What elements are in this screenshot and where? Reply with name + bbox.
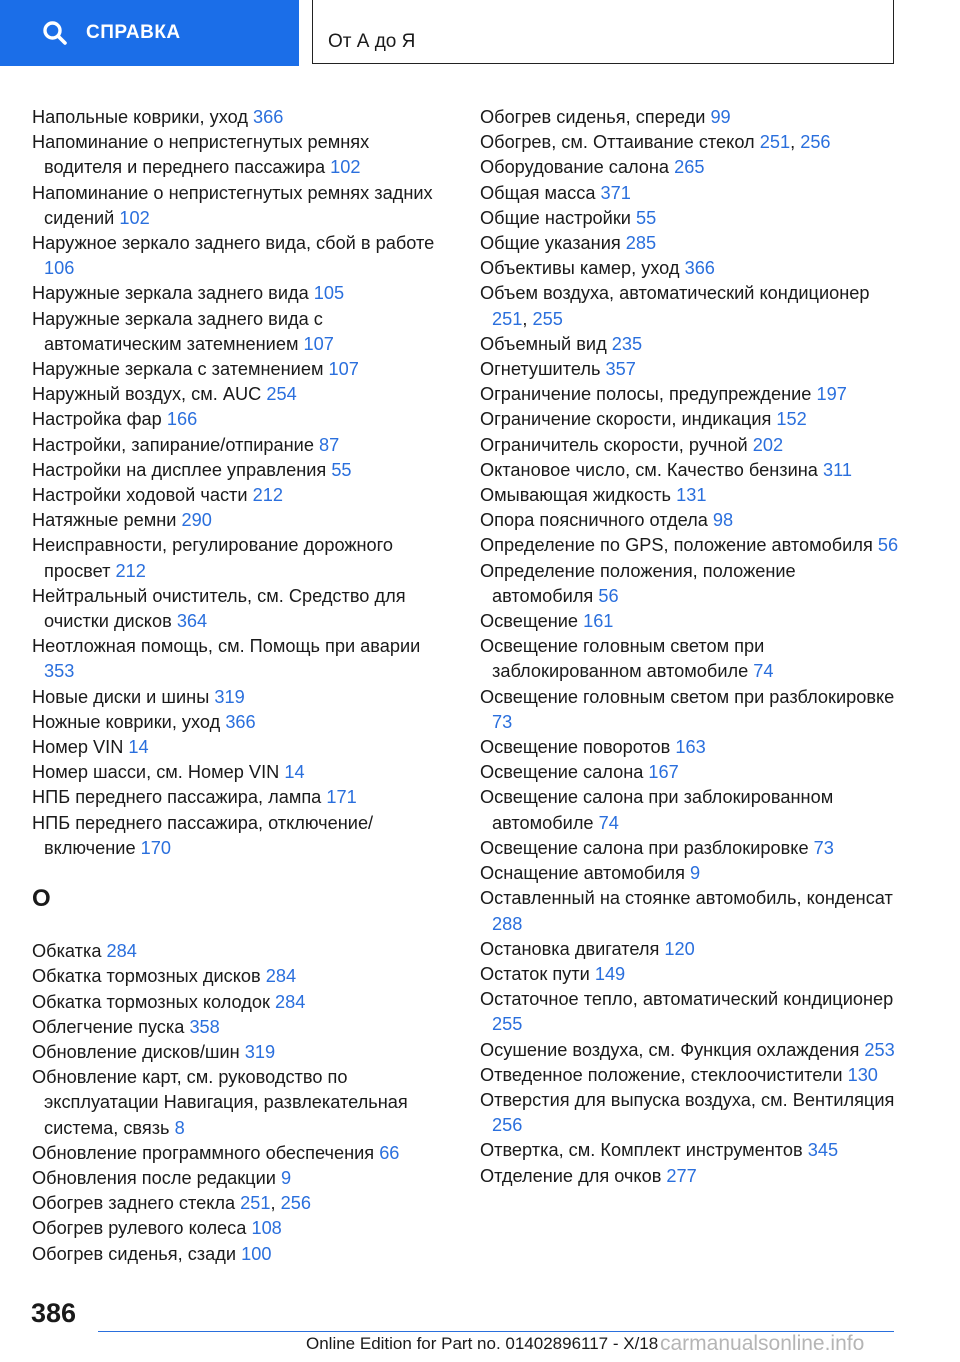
page-reference-link[interactable]: 285 <box>625 233 657 254</box>
page-reference-link[interactable]: 212 <box>252 485 283 506</box>
page-reference-link[interactable]: 277 <box>666 1165 697 1186</box>
page-reference-link[interactable]: 73 <box>813 837 834 858</box>
index-entry <box>480 886 900 936</box>
index-entry <box>32 735 452 760</box>
page-reference-link[interactable]: 364 <box>176 611 208 632</box>
index-entry <box>32 533 452 583</box>
index-entry-text: Общая масса <box>480 182 596 203</box>
index-entry <box>32 307 452 357</box>
page-reference-link[interactable]: 100 <box>241 1243 272 1264</box>
az-tab-label: От А до Я <box>328 31 416 52</box>
index-entry-text: Объемный вид <box>480 333 607 354</box>
index-entry <box>480 357 900 382</box>
index-entry-text: Оборудование салона <box>480 157 670 178</box>
page-reference-link[interactable]: 256 <box>800 132 831 153</box>
index-entry-text: Омывающая жидкость <box>480 485 672 506</box>
page-reference-link[interactable]: 73 <box>492 711 513 732</box>
index-entry-text: Опора поясничного отдела <box>480 510 708 531</box>
index-entry-text: Ограничитель скорости, ручной <box>480 434 748 455</box>
edition-text: Online Edition for Part no. 01402896117 - X/18 <box>306 1334 659 1353</box>
page-reference-link[interactable]: 108 <box>251 1218 282 1239</box>
page-reference-link[interactable]: 14 <box>284 762 305 783</box>
index-entry-text: Освещение <box>480 611 579 632</box>
index-entry <box>480 987 900 1037</box>
index-entry <box>32 105 452 130</box>
index-entry <box>480 1138 900 1163</box>
index-entry <box>32 1141 452 1166</box>
page-reference-link[interactable]: 256 <box>280 1193 311 1214</box>
index-entry: Объем воздуха, автоматический кондиционер 251, 255 <box>480 283 870 329</box>
page-reference-link[interactable]: 371 <box>600 182 631 203</box>
help-tab[interactable] <box>0 0 299 66</box>
index-group-n <box>32 105 452 861</box>
index-column-left <box>32 105 452 1267</box>
index-entry <box>480 533 900 558</box>
page-reference-link[interactable]: 284 <box>275 991 306 1012</box>
index-entry-text: Освещение салона <box>480 762 644 783</box>
page-reference-link[interactable]: 265 <box>674 157 705 178</box>
page-reference-link[interactable]: 167 <box>648 762 679 783</box>
index-entry-text: Обогрев рулевого колеса <box>32 1218 247 1239</box>
index-entry <box>32 1065 452 1141</box>
page-reference-link[interactable]: 161 <box>583 611 614 632</box>
index-entry <box>32 1242 452 1267</box>
index-entry-text: Осушение воздуха, см. Функция охлаждения <box>480 1039 860 1060</box>
page-reference-link[interactable]: 98 <box>712 510 734 531</box>
index-entry-text: Отвертка, см. Комплект инструментов <box>480 1140 803 1161</box>
page-reference-link[interactable]: 56 <box>598 585 619 606</box>
index-entry-text: Остаток пути <box>480 963 590 984</box>
index-entry-text: Настройки на дисплее управления <box>32 459 327 480</box>
page-reference-link[interactable]: 56 <box>877 535 899 556</box>
page-reference-link[interactable]: 74 <box>753 661 774 682</box>
index-entry <box>32 407 452 432</box>
index-entry <box>480 105 900 130</box>
page-reference-link[interactable]: 55 <box>636 207 657 228</box>
page-reference-link[interactable]: 212 <box>115 560 146 581</box>
page-reference-link[interactable]: 9 <box>689 863 701 884</box>
index-entry <box>480 1164 900 1189</box>
page-reference-link[interactable]: 284 <box>106 941 137 962</box>
index-entry-text: Отделение для очков <box>480 1165 662 1186</box>
index-entry <box>480 735 900 760</box>
page-reference-link[interactable]: 8 <box>174 1117 185 1138</box>
index-entry-text: Обновление программного обеспечения <box>32 1142 375 1163</box>
page-reference-link[interactable]: 251 <box>759 132 791 153</box>
index-entry <box>32 964 452 989</box>
page-reference-link[interactable]: 9 <box>280 1167 292 1188</box>
page-reference-link[interactable]: 87 <box>319 434 340 455</box>
index-entry-text: Ножные коврики, уход <box>32 711 221 732</box>
index-entry <box>32 939 452 964</box>
index-entry <box>32 584 452 634</box>
index-entry <box>32 382 452 407</box>
index-entry <box>32 760 452 785</box>
index-entry-text: Наружные зеркала заднего вида <box>32 283 309 304</box>
index-entry-text: Освещение салона при разблокировке <box>480 837 809 858</box>
index-entry-text: Общие настройки <box>480 207 631 228</box>
index-entry-text: Напоминание о непристегнутых ремнях водителя и переднего пассажира <box>32 132 370 178</box>
index-entry <box>32 1040 452 1065</box>
index-entry-text: НПБ переднего пассажира, отключение/включение <box>32 812 374 858</box>
index-entry-text: Номер VIN <box>32 737 124 758</box>
index-entry-text: Обогрев, см. Оттаивание стекол <box>480 132 755 153</box>
page-reference-link[interactable]: 152 <box>776 409 807 430</box>
page-reference-link[interactable]: 14 <box>128 737 149 758</box>
index-entry <box>32 231 452 281</box>
index-entry-text: Настройки ходовой части <box>32 485 248 506</box>
index-entry <box>32 811 452 861</box>
index-entry <box>480 332 900 357</box>
index-entry-text: Наружные зеркала с затемнением <box>32 359 324 380</box>
index-entry <box>480 559 900 609</box>
index-entry <box>32 458 452 483</box>
index-entry-text: Напоминание о непристегнутых ремнях задних сидений <box>32 182 433 228</box>
page-reference-link[interactable]: 284 <box>265 966 297 987</box>
index-entry <box>480 508 900 533</box>
page-reference-link[interactable]: 106 <box>44 258 75 279</box>
index-group-o-continued <box>480 105 900 1189</box>
page-reference-link[interactable]: 319 <box>244 1041 276 1062</box>
page-reference-link[interactable]: 163 <box>675 737 706 758</box>
page-reference-link[interactable]: 366 <box>225 711 256 732</box>
index-column-right <box>480 105 900 1189</box>
help-tab-label: СПРАВКА <box>86 22 181 43</box>
page-reference-link[interactable]: 345 <box>807 1140 839 1161</box>
index-entry-text: Наружные зеркала заднего вида с автоматическим затемнением <box>32 308 323 354</box>
index-entry-text: Остаточное тепло, автоматический кондиционер <box>480 989 894 1010</box>
index-entry: Обогрев, см. Оттаивание стекол 251, 256 <box>480 132 831 153</box>
page-reference-link[interactable]: 197 <box>816 384 847 405</box>
page-reference-link[interactable]: 319 <box>214 686 245 707</box>
index-entry-text: Наружный воздух, см. AUC <box>32 384 262 405</box>
index-entry-text: Натяжные ремни <box>32 510 177 531</box>
index-entry <box>32 634 452 684</box>
index-entry <box>480 181 900 206</box>
index-entry-text: Неисправности, регулирование дорожного просвет <box>32 535 394 581</box>
index-entry-text: Облегчение пуска <box>32 1016 185 1037</box>
index-entry-text: Отведенное положение, стеклоочистители <box>480 1064 843 1085</box>
index-entry-text: Общие указания <box>480 233 621 254</box>
page-reference-link[interactable]: 254 <box>266 384 297 405</box>
index-entry-text: Новые диски и шины <box>32 686 210 707</box>
index-entry <box>480 760 900 785</box>
index-entry <box>480 458 900 483</box>
page-reference-link[interactable]: 107 <box>328 359 359 380</box>
index-entry-text: Объем воздуха, автоматический кондиционер <box>480 283 870 304</box>
watermark: carmanualsonline.info <box>660 1332 865 1355</box>
page-reference-link[interactable]: 102 <box>330 157 361 178</box>
index-entry <box>480 483 900 508</box>
index-entry <box>32 281 452 306</box>
index-entry-text: Ограничение скорости, индикация <box>480 409 772 430</box>
index-entry <box>480 861 900 886</box>
page-reference-link[interactable]: 235 <box>611 333 643 354</box>
index-entry <box>32 433 452 458</box>
index-entry <box>32 710 452 735</box>
index-entry <box>32 1166 452 1191</box>
index-entry-text: Настройка фар <box>32 409 162 430</box>
page-reference-link[interactable]: 149 <box>594 963 626 984</box>
index-entry <box>32 483 452 508</box>
index-entry <box>480 231 900 256</box>
index-entry-text: Октановое число, см. Качество бензина <box>480 459 818 480</box>
page-reference-link[interactable]: 130 <box>847 1064 878 1085</box>
page-reference-link[interactable]: 256 <box>492 1115 523 1136</box>
index-entry <box>480 206 900 231</box>
page-reference-link[interactable]: 357 <box>605 359 636 380</box>
index-entry <box>480 609 900 634</box>
index-entry-text: Определение положения, положение автомобиля <box>480 560 796 606</box>
index-entry <box>480 937 900 962</box>
page-reference-link[interactable]: 202 <box>752 434 784 455</box>
index-entry <box>32 508 452 533</box>
index-entry-text: Обогрев заднего стекла <box>32 1193 236 1214</box>
index-entry <box>480 256 900 281</box>
page-reference-link[interactable]: 105 <box>313 283 345 304</box>
index-entry-text: Огнетушитель <box>480 359 601 380</box>
page-reference-link[interactable]: 255 <box>532 308 563 329</box>
index-entry-text: Обкатка тормозных колодок <box>32 991 270 1012</box>
index-entry-text: Обогрев сиденья, спереди <box>480 107 706 127</box>
index-entry <box>480 1063 900 1088</box>
az-index-tab[interactable] <box>312 0 894 64</box>
index-entry-text: Номер шасси, см. Номер VIN <box>32 762 280 783</box>
index-entry-text: Обновления после редакции <box>32 1167 276 1188</box>
index-entry-text: Наружное зеркало заднего вида, сбой в работе <box>32 233 435 254</box>
index-entry <box>480 433 900 458</box>
page-reference-link[interactable]: 131 <box>676 485 707 506</box>
page-reference-link[interactable]: 166 <box>166 409 198 430</box>
index-entry-text: Обогрев сиденья, сзади <box>32 1243 237 1264</box>
index-entry <box>32 785 452 810</box>
page-reference-link[interactable]: 288 <box>492 913 523 934</box>
index-entry-text: Обновление дисков/шин <box>32 1041 240 1062</box>
page-reference-link[interactable]: 358 <box>189 1016 220 1037</box>
index-entry-text: Обновление карт, см. руководство по эксплуатации Навигация, развлекательная система, связь <box>32 1067 408 1138</box>
index-entry-text: Напольные коврики, уход <box>32 107 248 127</box>
index-entry <box>480 382 900 407</box>
page-reference-link[interactable]: 74 <box>598 812 619 833</box>
header <box>0 0 960 66</box>
page-reference-link[interactable]: 311 <box>822 459 852 480</box>
index-entry-text: Освещение поворотов <box>480 737 671 758</box>
page-reference-link[interactable]: 107 <box>303 333 334 354</box>
page-number: 386 <box>31 1298 77 1328</box>
page-reference-link[interactable]: 366 <box>253 107 284 127</box>
index-group-o <box>32 939 452 1267</box>
index-entry <box>480 785 900 835</box>
page-reference-link[interactable]: 251 <box>492 308 523 329</box>
page-reference-link[interactable]: 353 <box>44 661 75 682</box>
index-entry <box>480 836 900 861</box>
index-entry-text: Нейтральный очиститель, см. Средство для очистки дисков <box>32 585 406 632</box>
index-entry <box>480 1038 900 1063</box>
index-entry-text: Объективы камер, уход <box>480 258 680 279</box>
page-reference-link[interactable]: 170 <box>140 837 172 858</box>
page-reference-link[interactable]: 102 <box>119 207 150 228</box>
index-entry-text: Неотложная помощь, см. Помощь при аварии <box>32 636 421 657</box>
index-entry <box>32 1015 452 1040</box>
index-entry-text: Определение по GPS, положение автомобиля <box>480 535 873 556</box>
index-entry <box>32 990 452 1015</box>
index-entry <box>32 130 452 180</box>
page-reference-link[interactable]: 99 <box>710 107 731 127</box>
index-entry-text: Остановка двигателя <box>480 938 660 959</box>
index-entry-text: Ограничение полосы, предупреждение <box>480 384 812 405</box>
index-entry <box>32 181 452 231</box>
index-entry-text: Оставленный на стоянке автомобиль, конденсат <box>480 888 893 909</box>
index-entry-text: НПБ переднего пассажира, лампа <box>32 787 322 808</box>
page-reference-link[interactable]: 253 <box>864 1039 895 1060</box>
section-letter: О <box>32 885 51 913</box>
index-entry <box>32 1216 452 1241</box>
page-reference-link[interactable]: 290 <box>181 510 212 531</box>
index-entry-text: Настройки, запирание/отпирание <box>32 434 314 455</box>
index-entry <box>480 155 900 180</box>
index-entry <box>32 357 452 382</box>
index-entry: Обогрев заднего стекла 251, 256 <box>32 1193 311 1214</box>
page-reference-link[interactable]: 171 <box>326 787 357 808</box>
index-entry-text: Освещение головным светом при разблокировке <box>480 686 895 707</box>
index-entry <box>480 407 900 432</box>
index-entry <box>480 962 900 987</box>
index-entry-text: Оснащение автомобиля <box>480 863 685 884</box>
index-entry <box>480 634 900 684</box>
page-reference-link[interactable]: 55 <box>331 459 352 480</box>
index-entry-text: Освещение салона при заблокированном автомобиле <box>480 787 834 833</box>
search-icon <box>42 20 68 46</box>
index-entry <box>32 685 452 710</box>
page-reference-link[interactable]: 120 <box>664 938 695 959</box>
index-entry <box>480 1088 900 1138</box>
page-reference-link[interactable]: 66 <box>379 1142 400 1163</box>
index-entry <box>480 685 900 735</box>
page-reference-link[interactable]: 366 <box>684 258 715 279</box>
index-entry-text: Освещение головным светом при заблокированном автомобиле <box>480 636 765 682</box>
page-reference-link[interactable]: 255 <box>492 1014 523 1035</box>
index-entry-text: Отверстия для выпуска воздуха, см. Вентиляция <box>480 1089 895 1110</box>
page-reference-link[interactable]: 251 <box>240 1193 271 1214</box>
index-entry-text: Обкатка <box>32 941 102 962</box>
index-entry-text: Обкатка тормозных дисков <box>32 966 261 987</box>
